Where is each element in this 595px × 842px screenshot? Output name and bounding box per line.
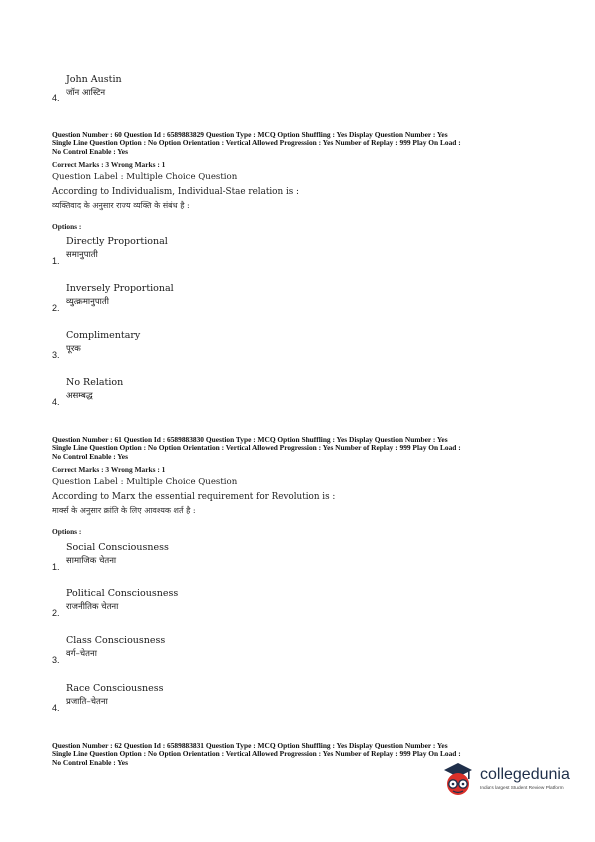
- option-text-en: Inversely Proportional: [66, 283, 174, 294]
- prev-option-4: [52, 74, 252, 102]
- header-line: Question Number : 62 Question Id : 6589883831 Question Type : MCQ Option Shuffling : Yes Display Question Number : Yes: [52, 741, 448, 750]
- options-label-61: Options :: [52, 527, 82, 536]
- question-header-61: [52, 436, 552, 461]
- q60-option-4[interactable]: [52, 377, 252, 407]
- q60-option-3[interactable]: [52, 330, 252, 360]
- brand-name: collegedunia: [480, 766, 570, 783]
- marks-60: Correct Marks : 3 Wrong Marks : 1: [52, 160, 166, 169]
- option-text-en: Directly Proportional: [66, 236, 168, 247]
- options-label-60: Options :: [52, 222, 82, 231]
- question-label-61: Question Label : Multiple Choice Question: [52, 477, 238, 487]
- option-number: 1.: [52, 562, 60, 572]
- question-text-hi-60: व्यक्तिवाद के अनुसार राज्य व्यक्ति के संबंध है :: [52, 201, 190, 210]
- option-text-en: No Relation: [66, 377, 124, 388]
- option-text-hi: व्युत्क्रमानुपाती: [66, 297, 109, 307]
- question-text-hi-61: मार्क्स के अनुसार क्रांति के लिए आवश्यक शर्त है :: [52, 506, 196, 515]
- header-line: No Control Enable : Yes: [52, 146, 128, 156]
- header-line: Single Line Question Option : No Option Orientation : Vertical Allowed Progression : Yes Number of Replay : 999 Play On Load :: [52, 138, 461, 148]
- question-text-en-61: According to Marx the essential requirement for Revolution is :: [52, 492, 336, 502]
- header-line: No Control Enable : Yes: [52, 451, 128, 461]
- question-text-en-60: According to Individualism, Individual-Stae relation is :: [52, 187, 300, 197]
- option-number: 4.: [52, 397, 60, 407]
- option-text-en: Social Consciousness: [66, 542, 169, 553]
- header-line: Single Line Question Option : No Option Orientation : Vertical Allowed Progression : Yes Number of Replay : 999 Play On Load :: [52, 443, 461, 453]
- header-line: Question Number : 60 Question Id : 6589883829 Question Type : MCQ Option Shuffling : Yes Display Question Number : Yes: [52, 130, 448, 139]
- option-text-en: John Austin: [66, 74, 122, 85]
- option-number: 2.: [52, 303, 60, 313]
- question-header-60: [52, 131, 552, 156]
- option-text-hi: असम्बद्ध: [66, 391, 93, 401]
- question-label-60: Question Label : Multiple Choice Question: [52, 172, 238, 182]
- option-text-hi: वर्ग–चेतना: [66, 649, 97, 659]
- option-text-en: Complimentary: [66, 330, 141, 341]
- brand-tagline: India's largest Student Review Platform: [480, 786, 564, 791]
- q61-option-1[interactable]: [52, 542, 252, 572]
- q61-option-3[interactable]: [52, 635, 252, 665]
- option-text-hi: सामाजिक चेतना: [66, 556, 117, 566]
- header-line: No Control Enable : Yes: [52, 757, 128, 767]
- option-number: 3.: [52, 350, 60, 360]
- q60-option-1[interactable]: [52, 236, 252, 266]
- collegedunia-logo: [438, 760, 578, 804]
- option-number: 2.: [52, 608, 60, 618]
- option-text-en: Political Consciousness: [66, 588, 179, 599]
- option-number: 1.: [52, 256, 60, 266]
- header-line: Single Line Question Option : No Option Orientation : Vertical Allowed Progression : Yes Number of Replay : 999 Play On Load :: [52, 749, 461, 759]
- option-text-en: Class Consciousness: [66, 635, 166, 646]
- q61-option-4[interactable]: [52, 683, 252, 713]
- option-text-hi: प्रजाति–चेतना: [66, 697, 108, 707]
- q60-option-2[interactable]: [52, 283, 252, 313]
- option-number: 3.: [52, 655, 60, 665]
- q61-option-2[interactable]: [52, 588, 252, 618]
- graduate-mascot-icon: [438, 760, 478, 804]
- option-text-hi: जॉन आस्टिन: [66, 88, 106, 98]
- option-number: 4.: [52, 703, 60, 713]
- marks-61: Correct Marks : 3 Wrong Marks : 1: [52, 465, 166, 474]
- option-text-hi: समानुपाती: [66, 250, 98, 260]
- option-text-hi: पूरक: [66, 344, 81, 354]
- option-text-en: Race Consciousness: [66, 683, 164, 694]
- option-text-hi: राजनीतिक चेतना: [66, 602, 119, 612]
- header-line: Question Number : 61 Question Id : 6589883830 Question Type : MCQ Option Shuffling : Yes Display Question Number : Yes: [52, 435, 448, 444]
- option-number: 4.: [52, 93, 60, 103]
